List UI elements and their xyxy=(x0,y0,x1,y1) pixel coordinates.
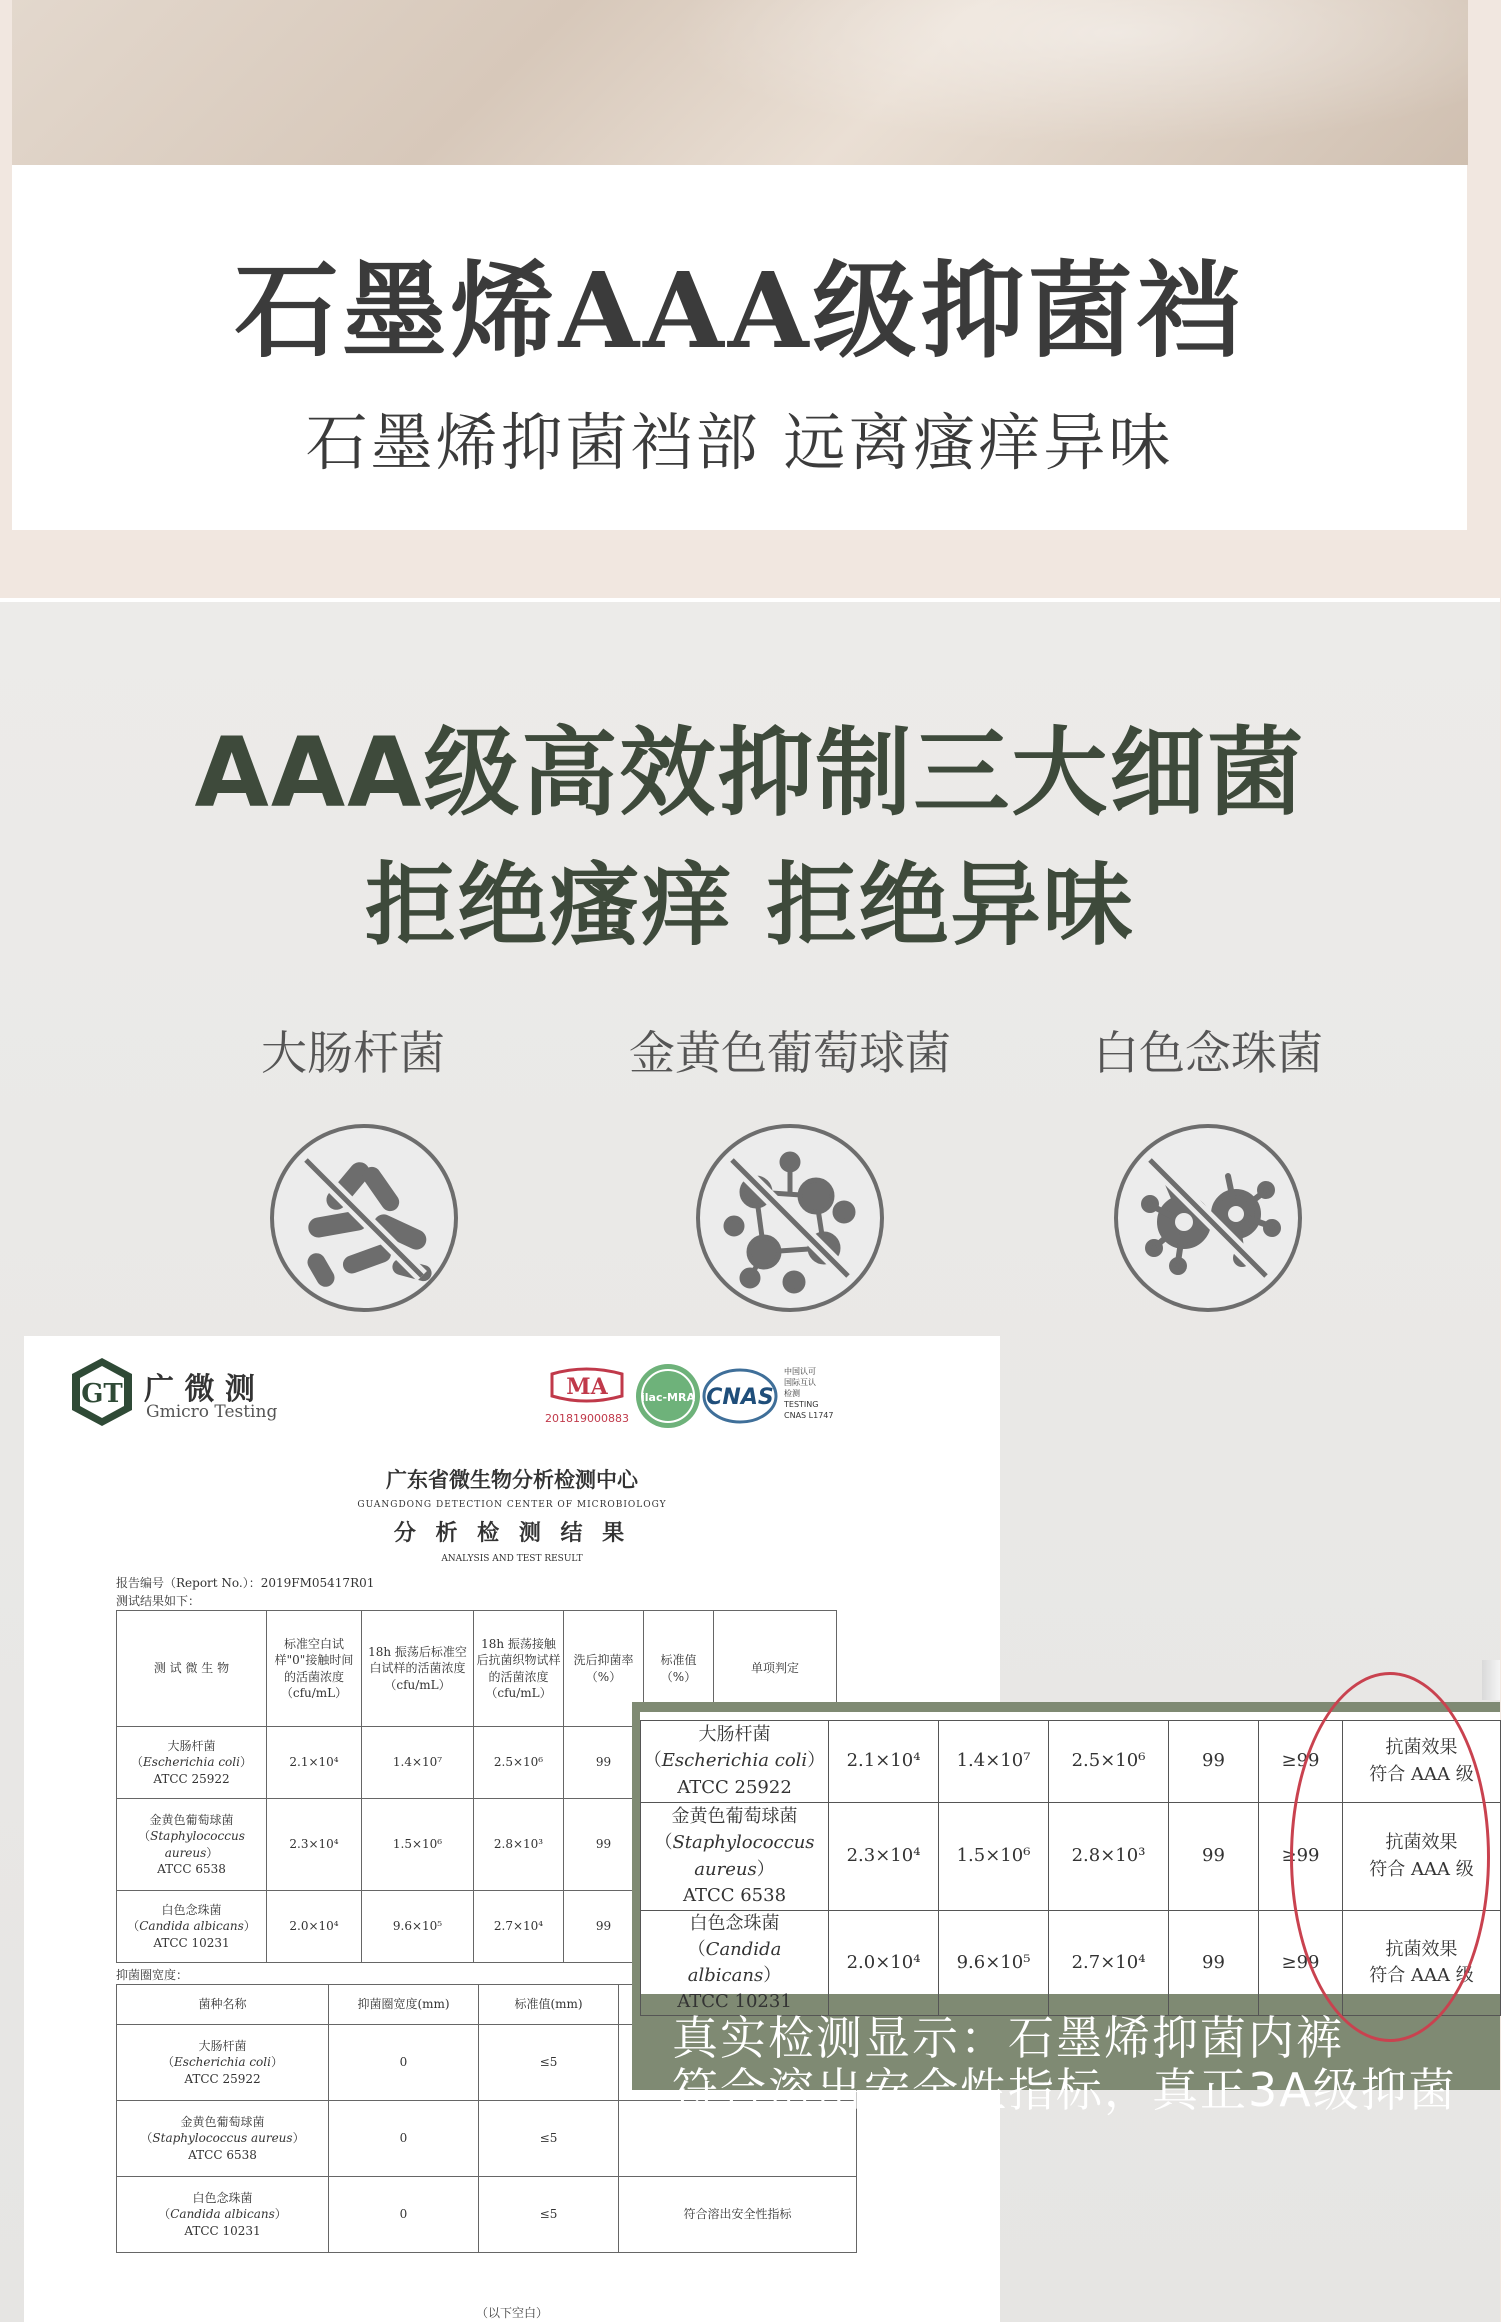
lab-name-en: Gmicro Testing xyxy=(146,1402,278,1422)
col-header: 菌种名称 xyxy=(117,1985,329,2025)
value-cell: 2.3×10⁴ xyxy=(267,1799,362,1891)
page-title: 石墨烯AAA级抑菌裆 xyxy=(234,249,1245,372)
organism-latin: Staphylococcus aureus xyxy=(150,1829,245,1860)
svg-text:MA: MA xyxy=(566,1374,608,1400)
col-header: 标准空白试样"0"接触时间的活菌浓度（cfu/mL） xyxy=(267,1611,362,1727)
cnas-line-4: TESTING xyxy=(784,1400,819,1409)
fungus-crossed-icon xyxy=(1112,1122,1304,1314)
value-cell: 99 xyxy=(1169,1911,1259,2016)
col-header: 18h 振荡接触后抗菌织物试样的活菌浓度（cfu/mL） xyxy=(474,1611,564,1727)
value-cell: 9.6×10⁵ xyxy=(362,1891,474,1963)
cnas-line-2: 国际互认 xyxy=(784,1378,816,1387)
organism-name: 白色念珠菌 xyxy=(192,2191,253,2206)
organism-cell: 白色念珠菌 （Candida albicans） ATCC 10231 xyxy=(641,1911,829,2016)
side-decoration xyxy=(1482,1660,1500,1700)
organism-atcc: ATCC 6538 xyxy=(157,1861,226,1876)
bacteria-label-staph: 金黄色葡萄球菌 xyxy=(629,1026,951,1080)
organism-name: 金黄色葡萄球菌 xyxy=(149,1813,234,1828)
value-cell: 0 xyxy=(329,2101,479,2177)
value-cell: 1.4×10⁷ xyxy=(362,1727,474,1799)
caption-line-1: 真实检测显示：石墨烯抑菌内裤 xyxy=(672,2011,1344,2065)
testing-center-name-en: GUANGDONG DETECTION CENTER OF MICROBIOLOGY xyxy=(357,1500,667,1510)
organism-name: 大肠杆菌 xyxy=(198,2039,247,2054)
value-cell: 1.4×10⁷ xyxy=(939,1721,1049,1803)
value-cell: 2.8×10³ xyxy=(1049,1803,1169,1911)
report-footer: （以下空白） xyxy=(475,2306,548,2320)
section-divider xyxy=(0,530,1500,600)
value-cell: ≤5 xyxy=(479,2101,619,2177)
col-header: 测 试 微 生 物 xyxy=(117,1611,267,1727)
organism-cell: 金黄色葡萄球菌 （Staphylococcus aureus） ATCC 6538 xyxy=(117,2101,329,2177)
certification-logos xyxy=(544,1360,904,1432)
organism-name: 白色念珠菌 xyxy=(689,1913,780,1934)
antibacterial-headline: AAA级高效抑制三大细菌 xyxy=(194,717,1306,829)
halo-intro: 抑菌圈宽度： xyxy=(116,1968,189,1982)
value-cell: 2.1×10⁴ xyxy=(267,1727,362,1799)
value-cell: 99 xyxy=(564,1727,644,1799)
value-cell: 99 xyxy=(1169,1803,1259,1911)
organism-latin: Candida albicans xyxy=(139,1919,244,1934)
cocci-bacteria-crossed-icon xyxy=(694,1122,886,1314)
verdict-line-1: 抗菌效果 xyxy=(1385,1832,1458,1854)
value-cell: 1.5×10⁶ xyxy=(362,1799,474,1891)
organism-cell: 大肠杆菌 （Escherichia coli） ATCC 25922 xyxy=(117,1727,267,1799)
verdict-line-1: 抗菌效果 xyxy=(1385,1737,1458,1759)
organism-atcc: ATCC 6538 xyxy=(682,1884,787,1906)
cnas-text: CNAS xyxy=(706,1385,774,1410)
table-row xyxy=(117,2177,857,2253)
col-header: 单项判定 xyxy=(714,1611,837,1727)
verdict-line-2: 符合 AAA 级 xyxy=(1369,1858,1474,1880)
value-cell: 0 xyxy=(329,2025,479,2101)
results-intro: 测试结果如下： xyxy=(116,1594,201,1608)
gmicro-logo xyxy=(70,1356,134,1428)
cnas-logo xyxy=(704,1366,833,1422)
organism-latin: Escherichia coli xyxy=(174,2055,271,2070)
standard-cell: ≥99 xyxy=(1259,1721,1343,1803)
value-cell: 2.7×10⁴ xyxy=(474,1891,564,1963)
cnas-line-5: CNAS L1747 xyxy=(784,1411,834,1420)
rod-bacteria-crossed-icon xyxy=(268,1122,460,1314)
highlight-circle xyxy=(1290,1672,1490,2042)
organism-atcc: ATCC 10231 xyxy=(677,1991,792,2013)
organism-latin: Escherichia coli xyxy=(661,1750,808,1772)
organism-name: 金黄色葡萄球菌 xyxy=(671,1806,798,1828)
caption-line-2: 符合溶出安全性指标，真正3A级抑菌 xyxy=(672,2063,1457,2117)
lab-name: 广 微 测 xyxy=(144,1372,255,1407)
report-number: 报告编号（Report No.）：2019FM05417R01 xyxy=(116,1576,375,1590)
value-cell: 2.5×10⁶ xyxy=(474,1727,564,1799)
organism-name: 金黄色葡萄球菌 xyxy=(180,2115,265,2130)
organism-atcc: ATCC 25922 xyxy=(677,1776,792,1798)
organism-latin: Staphylococcus aureus xyxy=(672,1832,815,1880)
value-cell: 99 xyxy=(1169,1721,1259,1803)
organism-atcc: ATCC 10231 xyxy=(184,2223,261,2238)
bacteria-label-ecoli: 大肠杆菌 xyxy=(261,1026,445,1080)
svg-text:GT: GT xyxy=(81,1379,123,1409)
bacteria-label-candida: 白色念珠菌 xyxy=(1093,1026,1323,1080)
cnas-line-1: 中国认可 xyxy=(784,1367,816,1376)
standard-cell: ≥99 xyxy=(1259,1803,1343,1911)
organism-cell: 大肠杆菌 （Escherichia coli） ATCC 25922 xyxy=(117,2025,329,2101)
organism-latin: Escherichia coli xyxy=(143,1755,240,1770)
col-header: 标准值(mm) xyxy=(479,1985,619,2025)
value-cell: 2.1×10⁴ xyxy=(829,1721,939,1803)
col-header: 标准值（%） xyxy=(644,1611,714,1727)
value-cell: 2.7×10⁴ xyxy=(1049,1911,1169,2016)
col-header: 18h 振荡后标准空白试样的活菌浓度（cfu/mL） xyxy=(362,1611,474,1727)
organism-name: 白色念珠菌 xyxy=(161,1903,222,1918)
top-title-card xyxy=(12,165,1467,530)
verdict-line-1: 抗菌效果 xyxy=(1385,1939,1458,1961)
organism-atcc: ATCC 25922 xyxy=(153,1771,230,1786)
value-cell: 0 xyxy=(329,2177,479,2253)
fabric-photo xyxy=(12,0,1468,165)
value-cell: 2.5×10⁶ xyxy=(1049,1721,1169,1803)
value-cell: 2.3×10⁴ xyxy=(829,1803,939,1911)
organism-name: 大肠杆菌 xyxy=(167,1739,216,1754)
cma-number: 201819000883 xyxy=(545,1412,629,1425)
ilac-text: ilac-MRA xyxy=(641,1391,695,1404)
value-cell: ≤5 xyxy=(479,2177,619,2253)
organism-latin: Candida albicans xyxy=(687,1939,782,1987)
testing-center-name: 广东省微生物分析检测中心 xyxy=(386,1467,638,1492)
organism-latin: Staphylococcus aureus xyxy=(152,2131,293,2146)
organism-atcc: ATCC 6538 xyxy=(188,2147,257,2162)
value-cell: 符合溶出安全性指标 xyxy=(619,2177,857,2253)
antibacterial-subheadline: 拒绝瘙痒 拒绝异味 xyxy=(365,853,1135,958)
page-subtitle: 石墨烯抑菌裆部 远离瘙痒异味 xyxy=(305,406,1174,479)
organism-cell: 白色念珠菌 （Candida albicans） ATCC 10231 xyxy=(117,2177,329,2253)
organism-atcc: ATCC 25922 xyxy=(184,2071,261,2086)
ilac-logo xyxy=(636,1364,700,1428)
value-cell: 99 xyxy=(564,1799,644,1891)
verdict-line-2: 符合 AAA 级 xyxy=(1369,1965,1474,1987)
standard-cell: ≥99 xyxy=(1259,1911,1343,2016)
organism-latin: Candida albicans xyxy=(170,2207,275,2222)
value-cell: 2.0×10⁴ xyxy=(829,1911,939,2016)
verdict-line-2: 符合 AAA 级 xyxy=(1369,1763,1474,1785)
value-cell: 9.6×10⁵ xyxy=(939,1911,1049,2016)
result-title-en: ANALYSIS AND TEST RESULT xyxy=(441,1554,583,1564)
organism-cell: 大肠杆菌 （Escherichia coli） ATCC 25922 xyxy=(641,1721,829,1803)
cnas-line-3: 检测 xyxy=(784,1389,800,1398)
organism-name: 大肠杆菌 xyxy=(698,1724,771,1746)
col-header: 洗后抑菌率（%） xyxy=(564,1611,644,1727)
result-title: 分 析 检 测 结 果 xyxy=(393,1520,631,1546)
value-cell: 1.5×10⁶ xyxy=(939,1803,1049,1911)
value-cell: 99 xyxy=(564,1891,644,1963)
value-cell: ≤5 xyxy=(479,2025,619,2101)
value-cell: 2.8×10³ xyxy=(474,1799,564,1891)
organism-atcc: ATCC 10231 xyxy=(153,1935,230,1950)
col-header: 抑菌圈宽度(mm) xyxy=(329,1985,479,2025)
organism-cell: 白色念珠菌 （Candida albicans） ATCC 10231 xyxy=(117,1891,267,1963)
organism-cell: 金黄色葡萄球菌 （Staphylococcus aureus） ATCC 6538 xyxy=(117,1799,267,1891)
cma-logo xyxy=(545,1369,629,1425)
value-cell: 2.0×10⁴ xyxy=(267,1891,362,1963)
organism-cell: 金黄色葡萄球菌 （Staphylococcus aureus） ATCC 6538 xyxy=(641,1803,829,1911)
